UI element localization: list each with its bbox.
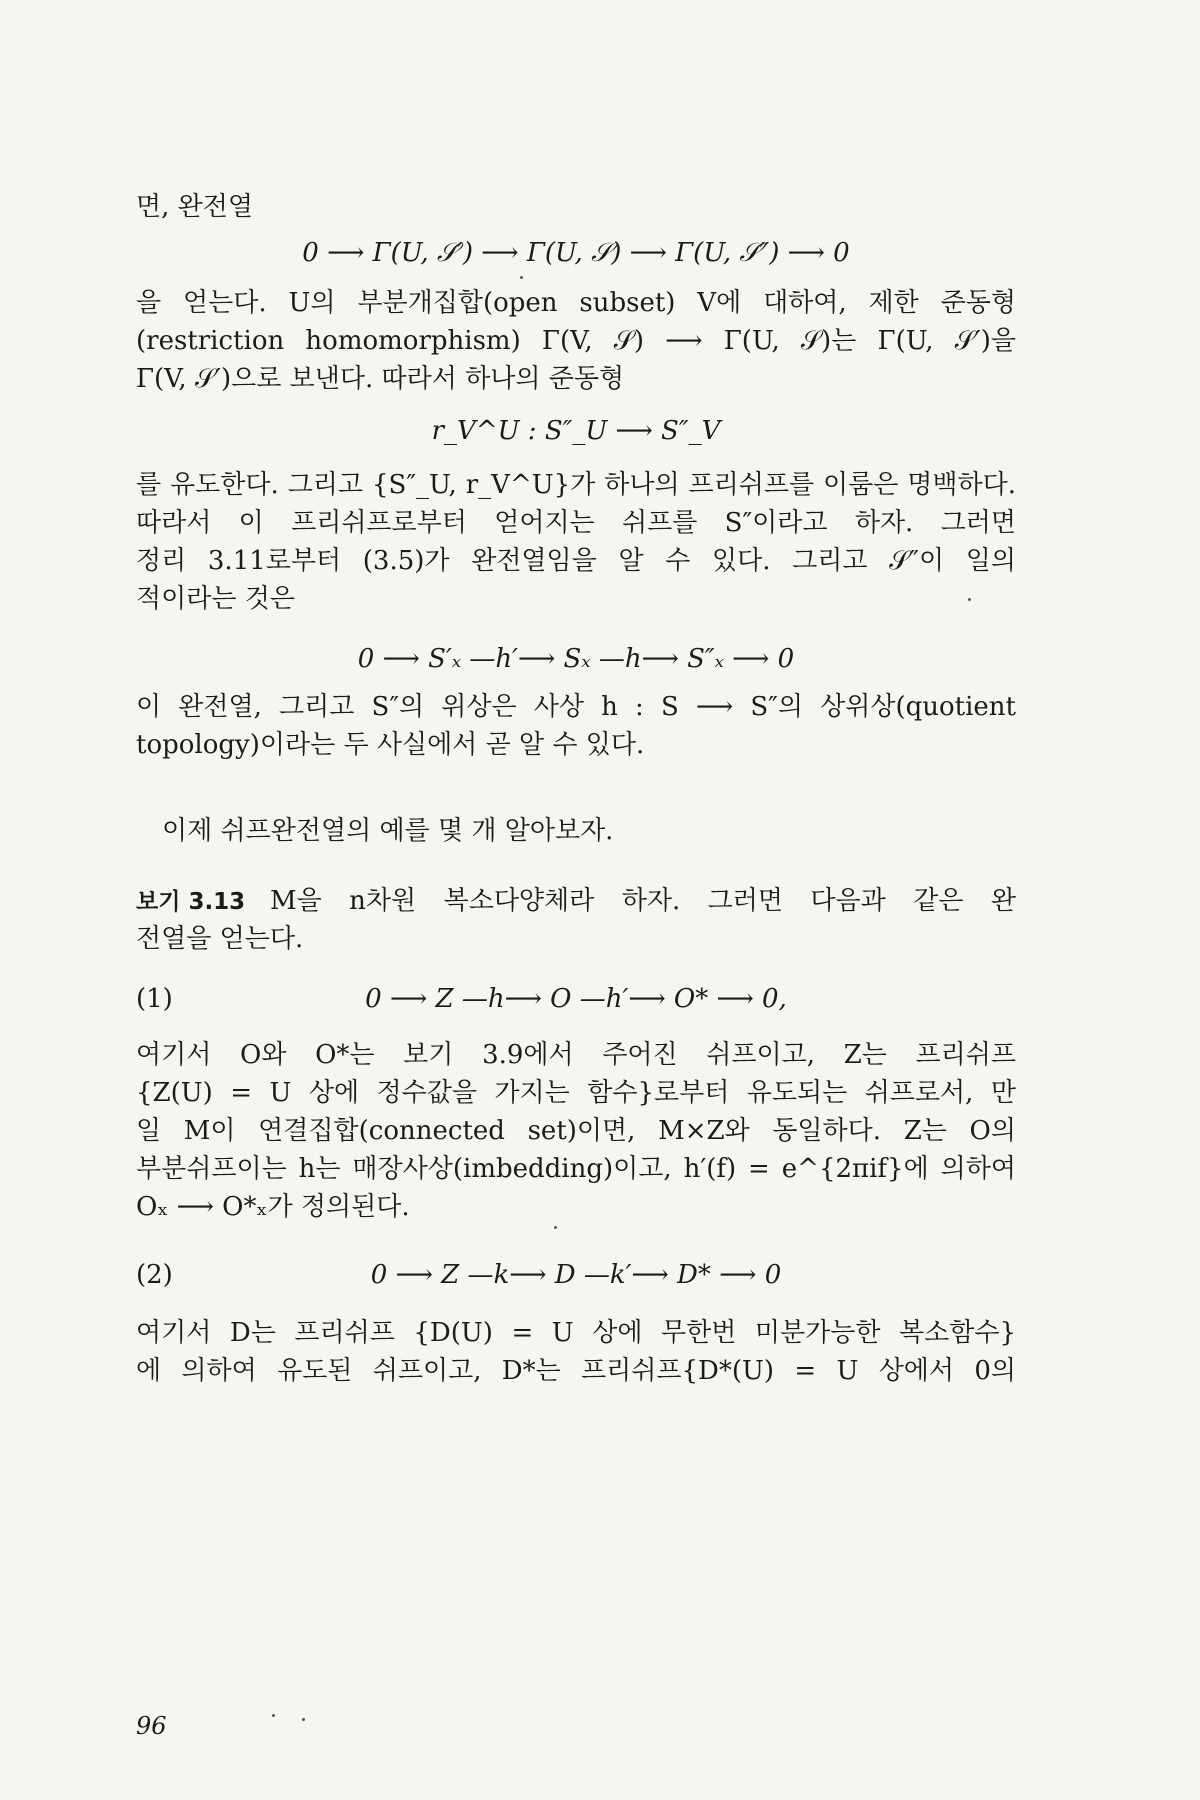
example-sequence-2: 0 ⟶ Z —k⟶ D —k′⟶ D* ⟶ 0 xyxy=(370,1260,782,1290)
text-line: 적이라는 것은 xyxy=(136,584,295,614)
scan-speck xyxy=(554,1226,557,1229)
item-label: (2) xyxy=(136,1260,173,1290)
text-line: 이 완전열, 그리고 S″의 위상은 사상 h : S ⟶ S″의 상위상(quotient xyxy=(136,692,1016,722)
text-line: 을 얻는다. U의 부분개집합(open subset) V에 대하여, 제한 준동형 xyxy=(136,288,1016,318)
text-line: 따라서 이 프리쉬프로부터 얻어지는 쉬프를 S″이라고 하자. 그러면 xyxy=(136,508,1016,538)
text-line: 여기서 D는 프리쉬프 {D(U) = U 상에 무한번 미분가능한 복소함수} xyxy=(136,1318,1016,1348)
text-line: 정리 3.11로부터 (3.5)가 완전열임을 알 수 있다. 그리고 𝒮″이 일의 xyxy=(136,546,1016,576)
text-line: 전열을 얻는다. xyxy=(136,924,304,954)
text-line: Oₓ ⟶ O*ₓ가 정의된다. xyxy=(136,1192,410,1222)
text-line: (restriction homomorphism) Γ(V, 𝒮) ⟶ Γ(U, 𝒮)는 Γ(U, 𝒮′)을 xyxy=(136,326,1016,356)
restriction-map-equation: r_V^U : S″_U ⟶ S″_V xyxy=(431,416,721,446)
exact-sequence-equation: 0 ⟶ Γ(U, 𝒮′) ⟶ Γ(U, 𝒮) ⟶ Γ(U, 𝒮″) ⟶ 0 xyxy=(302,238,850,268)
text-line: 여기서 O와 O*는 보기 3.9에서 주어진 쉬프이고, Z는 프리쉬프 xyxy=(136,1040,1016,1070)
text-line: 부분쉬프이는 h는 매장사상(imbedding)이고, h′(f) = e^{2πif}에 의하여 xyxy=(136,1154,1016,1184)
text-line: {Z(U) = U 상에 정수값을 가지는 함수}로부터 유도되는 쉬프로서, 만 xyxy=(136,1078,1016,1108)
example-sequence-1: 0 ⟶ Z —h⟶ O —h′⟶ O* ⟶ 0, xyxy=(365,984,787,1014)
page-number: 96 xyxy=(136,1712,167,1740)
text-line: 면, 완전열 xyxy=(136,192,253,222)
scan-speck xyxy=(302,1718,305,1721)
scan-speck xyxy=(520,276,523,279)
example-label-text: 보기 3.13 xyxy=(136,889,246,915)
item-label: (1) xyxy=(136,984,173,1014)
stalk-sequence-equation: 0 ⟶ S′ₓ —h′⟶ Sₓ —h⟶ S″ₓ ⟶ 0 xyxy=(357,644,795,674)
scan-speck xyxy=(968,598,971,601)
text-line: 이제 쉬프완전열의 예를 몇 개 알아보자. xyxy=(162,816,614,846)
text-line: M을 n차원 복소다양체라 하자. 그러면 다음과 같은 완 xyxy=(270,886,1016,916)
text-line: 일 M이 연결집합(connected set)이면, M×Z와 동일하다. Z는 O의 xyxy=(136,1116,1016,1146)
example-label xyxy=(136,884,276,919)
text-line: Γ(V, 𝒮′)으로 보낸다. 따라서 하나의 준동형 xyxy=(136,364,625,394)
text-line: 에 의하여 유도된 쉬프이고, D*는 프리쉬프{D*(U) = U 상에서 0의 xyxy=(136,1356,1016,1386)
scan-speck xyxy=(272,1714,275,1717)
text-line: 를 유도한다. 그리고 {S″_U, r_V^U}가 하나의 프리쉬프를 이룸은 명백하다. xyxy=(136,470,1016,500)
text-line: topology)이라는 두 사실에서 곧 알 수 있다. xyxy=(136,730,645,760)
